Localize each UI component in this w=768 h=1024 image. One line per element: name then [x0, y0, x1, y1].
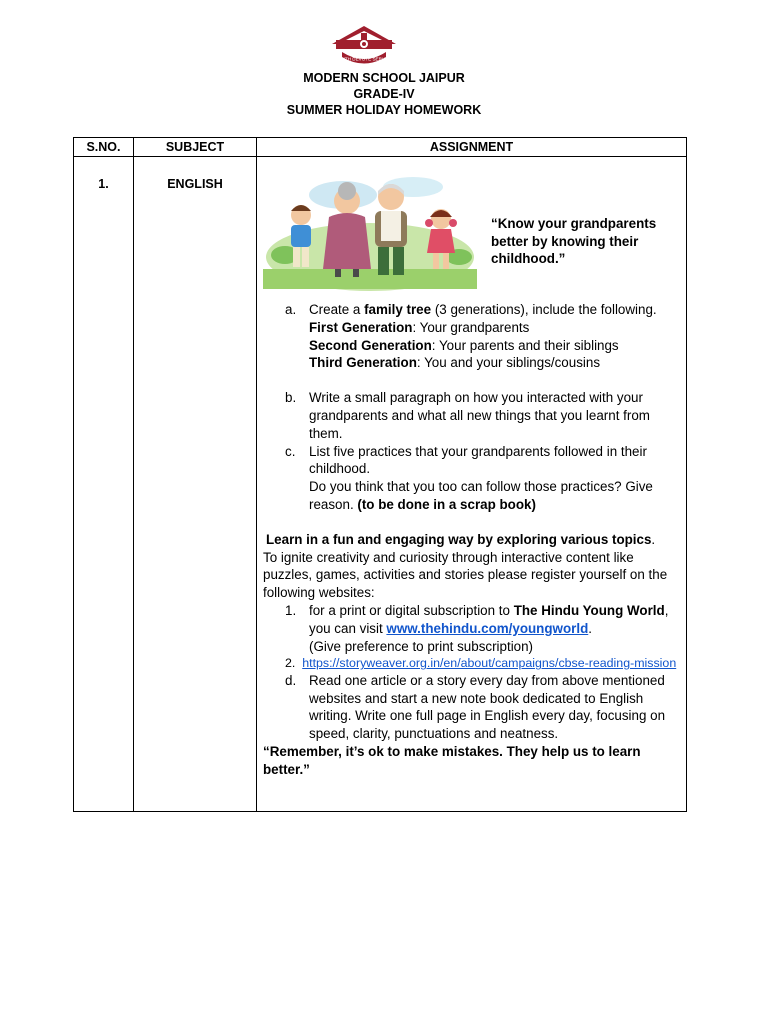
- third-generation-label: Third Generation: [309, 355, 417, 371]
- learn-heading-dot: .: [651, 531, 656, 547]
- print-preference-note: (Give preference to print subscription): [309, 638, 534, 654]
- page-title: SUMMER HOLIDAY HOMEWORK: [286, 103, 482, 117]
- hindu-young-world: The Hindu Young World: [513, 602, 665, 618]
- second-generation-label: Second Generation: [309, 337, 432, 353]
- list-marker: a.: [285, 302, 297, 317]
- website-item-2: [263, 655, 680, 672]
- closing-quote: “Remember, it’s ok to make mistakes. They help us to learn better.”: [263, 744, 641, 777]
- grandparents-quote: “Know your grandparents better by knowing their childhood.”: [491, 216, 657, 266]
- thehindu-link[interactable]: www.thehindu.com/youngworld: [386, 620, 589, 636]
- scrap-book-note: (to be done in a scrap book): [357, 496, 536, 512]
- list-marker: d.: [285, 672, 297, 688]
- item-c-question: Do you think that you too can follow those practices? Give reason.: [309, 479, 653, 512]
- item-a-text-end: (3 generations), include the following.: [431, 302, 657, 317]
- logo-motto: TRUTH DEVOTE SERVICE: [335, 56, 393, 62]
- second-generation-text: : Your parents and their siblings: [431, 337, 619, 353]
- first-generation-text: : Your grandparents: [412, 319, 530, 335]
- homework-table: [73, 137, 687, 812]
- column-header-assignment: ASSIGNMENT: [257, 138, 687, 157]
- family-tree-label: family tree: [364, 302, 432, 317]
- learn-text: To ignite creativity and curiosity through interactive content like puzzles, games, activities and stories please register yourself on the following websites:: [263, 549, 668, 601]
- table-row: [74, 157, 687, 812]
- subject: ENGLISH: [134, 157, 257, 812]
- list-item-c: [263, 443, 680, 514]
- list-item-a: [263, 301, 680, 372]
- website-1-text-mid: , you can visit: [309, 602, 669, 636]
- list-marker: 2.: [285, 656, 296, 671]
- school-logo: [328, 24, 400, 70]
- website-item-1: [263, 602, 680, 655]
- first-generation-label: First Generation: [309, 319, 413, 335]
- list-item-b: [263, 389, 680, 442]
- website-1-period: .: [588, 620, 592, 636]
- list-item-d: [263, 672, 680, 743]
- third-generation-text: : You and your siblings/cousins: [416, 355, 601, 371]
- item-b-text: Write a small paragraph on how you interacted with your grandparents and what all new things that you learnt from them.: [309, 390, 650, 441]
- item-c-text: List five practices that your grandparents followed in their childhood.: [309, 443, 647, 477]
- storyweaver-link[interactable]: https://storyweaver.org.in/en/about/campaigns/cbse-reading-mission: [302, 656, 677, 671]
- serial-number: 1.: [74, 157, 134, 812]
- table-header-row: [74, 138, 687, 157]
- item-d-text: Read one article or a story every day from above mentioned websites and start a new note book dedicated to English writing. Write one full page in English every day, focusing on speed, clarity, punctuations and neatness.: [309, 672, 666, 742]
- column-header-subject: SUBJECT: [134, 138, 257, 157]
- grade: GRADE-IV: [353, 87, 415, 101]
- list-marker: 1.: [285, 602, 297, 618]
- learn-heading: Learn in a fun and engaging way by exploring various topics: [266, 531, 652, 547]
- list-marker: b.: [285, 390, 297, 406]
- intro-block: [263, 163, 680, 291]
- list-marker: c.: [285, 443, 296, 459]
- grandparents-illustration: [263, 165, 477, 291]
- column-header-sno: S.NO.: [74, 138, 134, 157]
- website-1-text: for a print or digital subscription to: [309, 602, 514, 618]
- assignment-cell: [257, 157, 687, 812]
- item-a-text: Create a: [309, 302, 365, 317]
- school-name: MODERN SCHOOL JAIPUR: [303, 71, 465, 85]
